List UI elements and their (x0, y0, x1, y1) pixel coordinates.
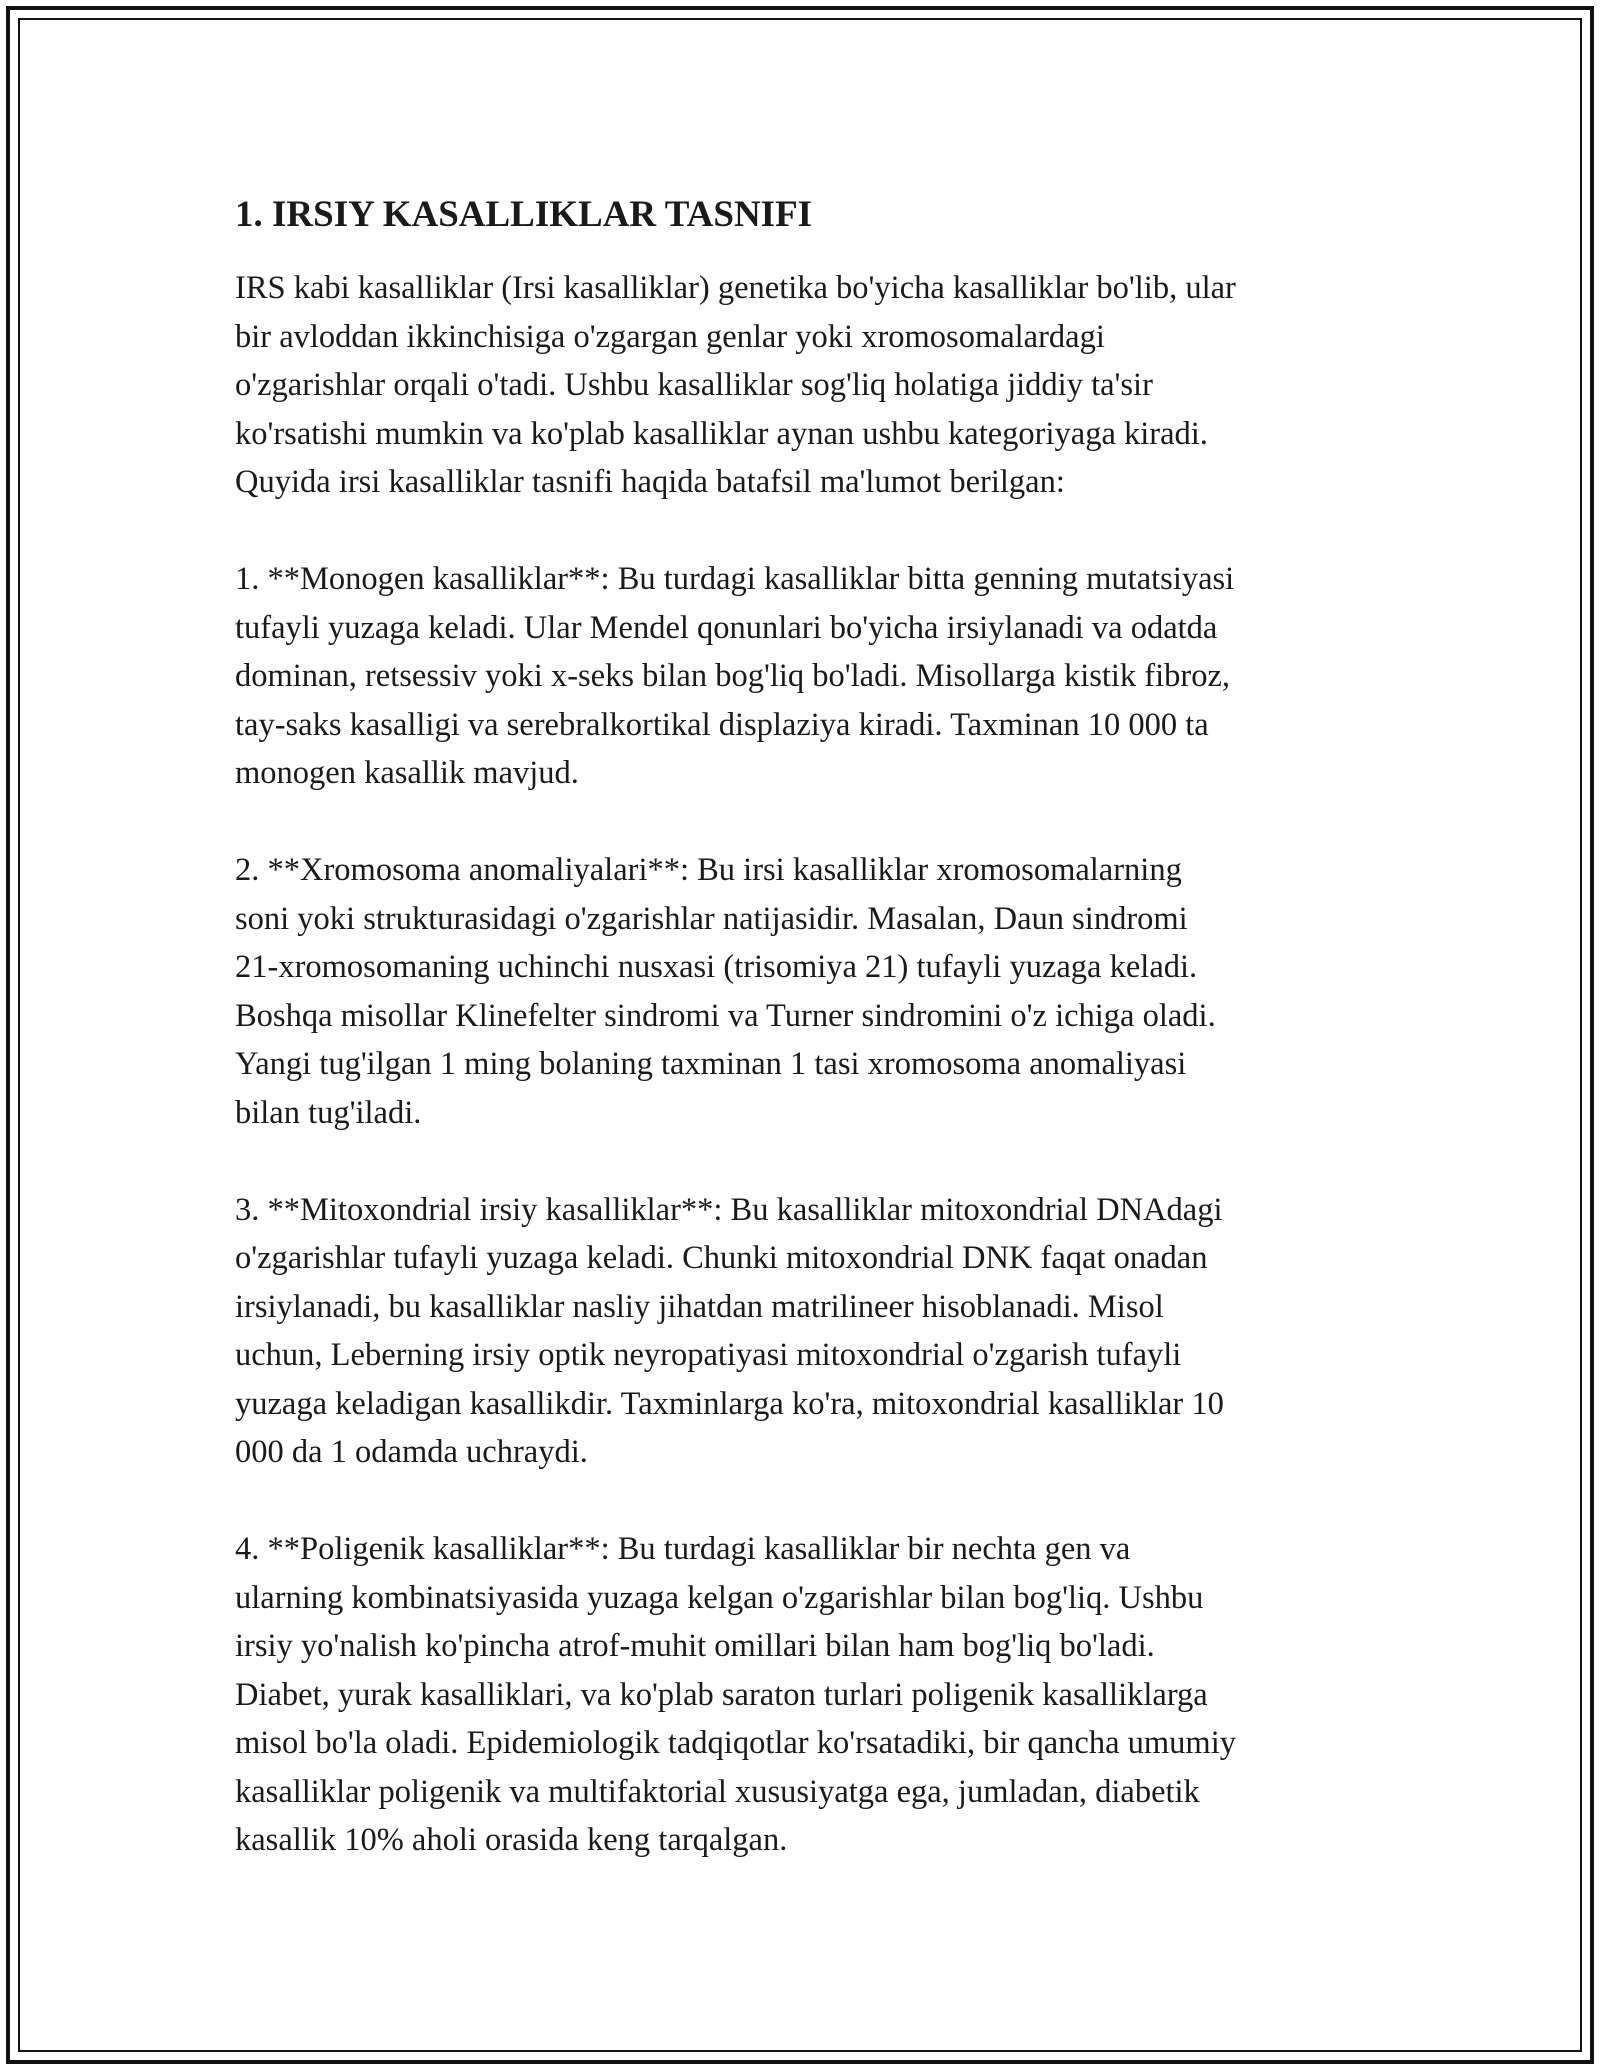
paragraph-mitochondrial: 3. **Mitoxondrial irsiy kasalliklar**: Bu kasalliklar mitoxondrial DNAdagi o'zgarishlar tufayli yuzaga keladi. Chunki mitoxondrial DNK faqat onadan irsiylanadi, bu kasalliklar nasliy jihatdan matrilineer hisoblanadi. Misol uchun, Leberning irsiy optik neyropatiyasi mitoxondrial o'zgarish tufayli yuzaga keladigan kasallikdir. Taxminlarga ko'ra, mitoxondrial kasalliklar 10 000 da 1 odamda uchraydi. (235, 1191, 1224, 1470)
document-title: 1. IRSIY KASALLIKLAR TASNIFI (235, 194, 813, 235)
paragraph-chromosome-anomalies: 2. **Xromosoma anomaliyalari**: Bu irsi kasalliklar xromosomalarning soni yoki strukturasidagi o'zgarishlar natijasidir. Masalan, Daun sindromi 21-xromosomaning uchinchi nusxasi (trisomiya 21) tufayli yuzaga keladi. Boshqa misollar Klinefelter sindromi va Turner sindromini o'z ichiga oladi. Yangi tug'ilgan 1 ming bolaning taxminan 1 tasi xromosoma anomaliyasi bilan tug'iladi. (235, 852, 1216, 1131)
paragraph-polygenic: 4. **Poligenik kasalliklar**: Bu turdagi kasalliklar bir nechta gen va ularning kombinatsiyasida yuzaga kelgan o'zgarishlar bilan bog'liq. Ushbu irsiy yo'nalish ko'pincha atrof-muhit omillari bilan ham bog'liq bo'ladi. Diabet, yurak kasalliklari, va ko'plab saraton turlari poligenik kasalliklarga misol bo'la oladi. Epidemiologik tadqiqotlar ko'rsatadiki, bir qancha umumiy kasalliklar poligenik va multifaktorial xususiyatga ega, jumladan, diabetik kasallik 10% aholi orasida keng tarqalgan. (235, 1531, 1236, 1858)
paragraph-intro: IRS kabi kasalliklar (Irsi kasalliklar) genetika bo'yicha kasalliklar bo'lib, ular bir avloddan ikkinchisiga o'zgargan genlar yoki xromosomalardagi o'zgarishlar orqali o'tadi. Ushbu kasalliklar sog'liq holatiga jiddiy ta'sir ko'rsatishi mumkin va ko'plab kasalliklar aynan ushbu kategoriyaga kiradi. Quyida irsi kasalliklar tasnifi haqida batafsil ma'lumot berilgan: (235, 270, 1236, 500)
paragraph-monogen: 1. **Monogen kasalliklar**: Bu turdagi kasalliklar bitta genning mutatsiyasi tufayli yuzaga keladi. Ular Mendel qonunlari bo'yicha irsiylanadi va odatda dominan, retsessiv yoki x-seks bilan bog'liq bo'ladi. Misollarga kistik fibroz, tay-saks kasalligi va serebralkortikal displaziya kiradi. Taxminan 10 000 ta monogen kasallik mavjud. (235, 561, 1235, 791)
document-body (235, 188, 1385, 1913)
